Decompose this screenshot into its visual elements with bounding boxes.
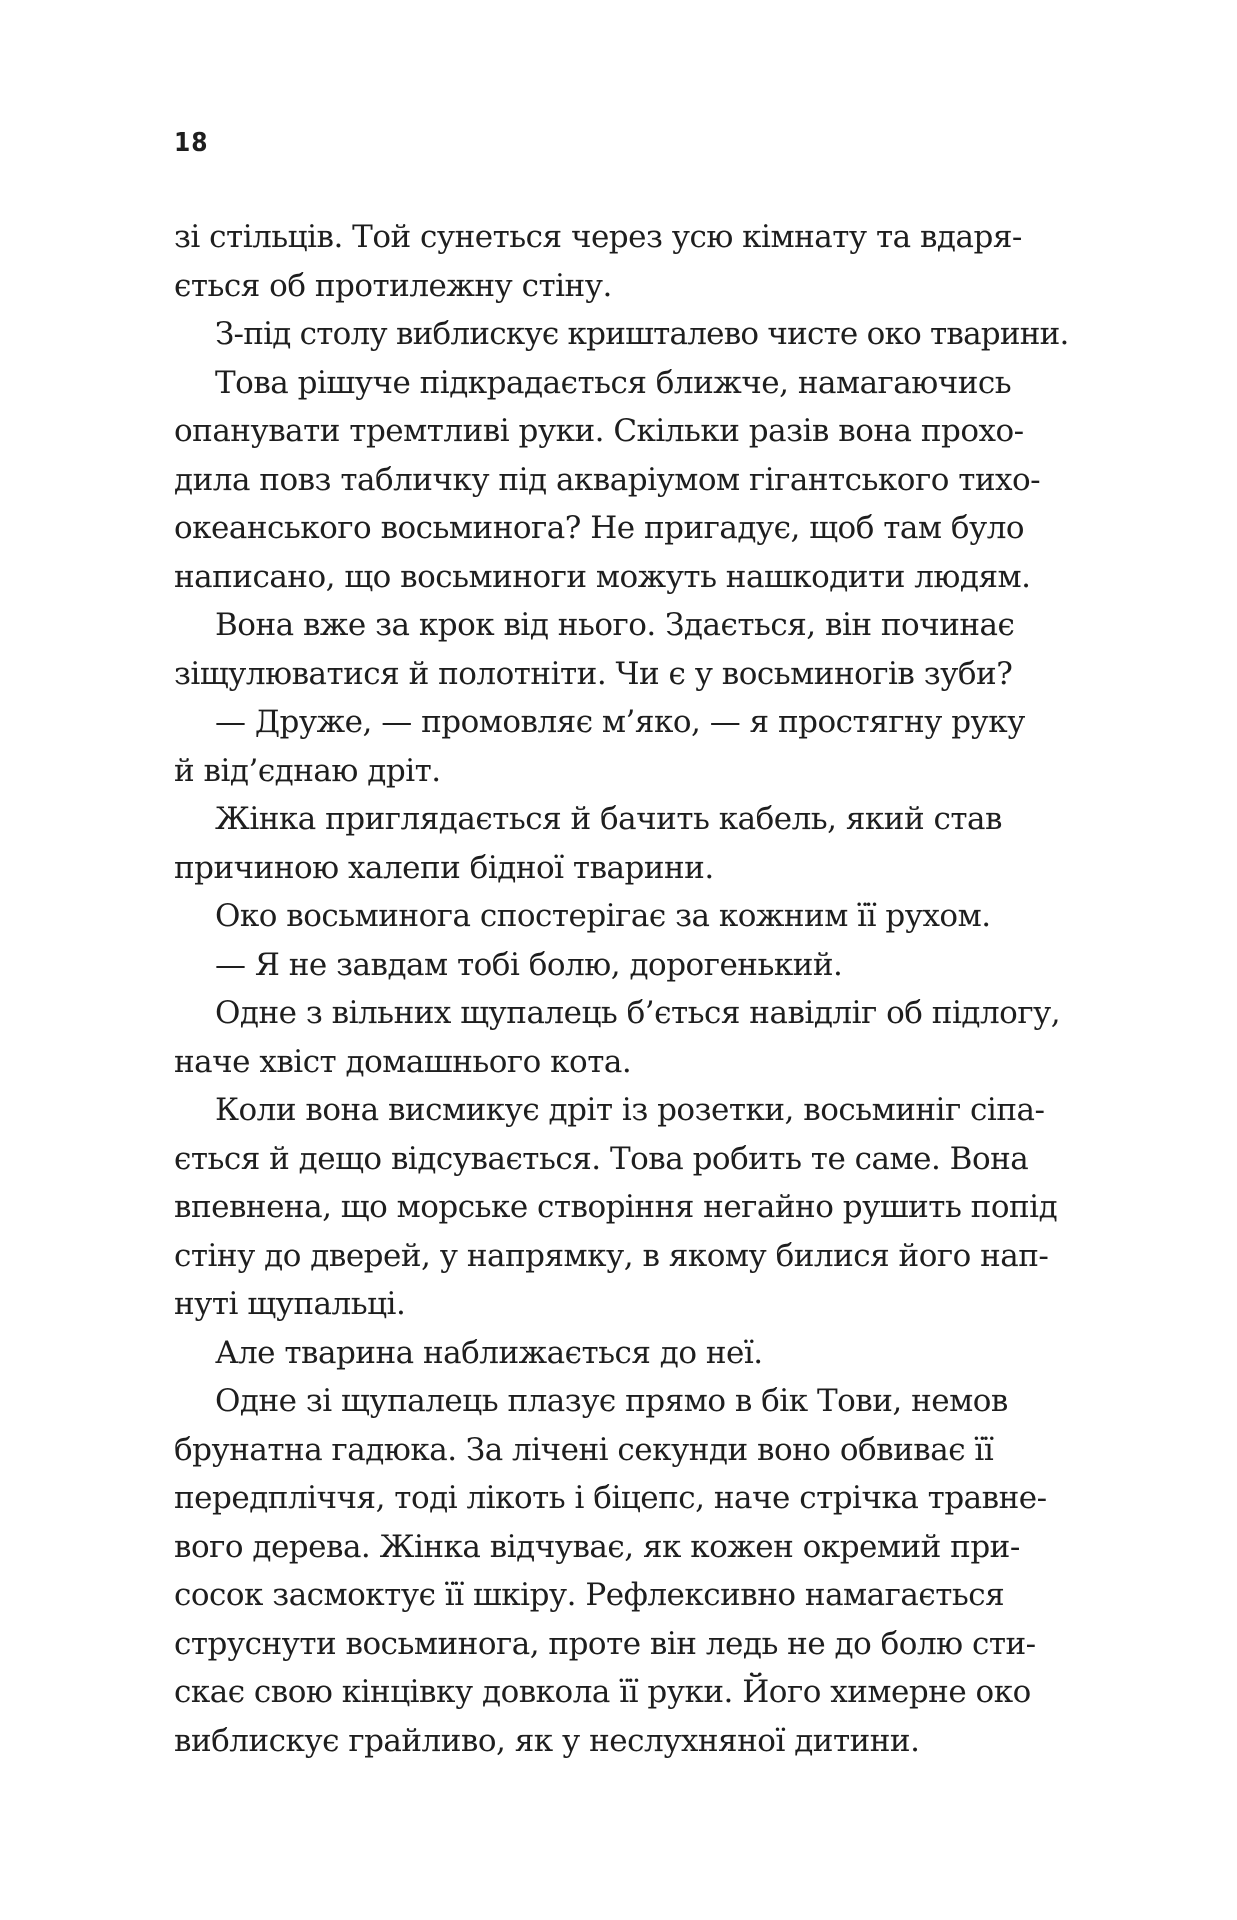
text-line: впевнена, що морське створіння негайно рушить попід (174, 1189, 1058, 1225)
text-line: Одне з вільних щупалець б’ється навідліг об підлогу, (215, 995, 1061, 1031)
text-line: передпліччя, тоді лікоть і біцепс, наче стрічка травне- (174, 1480, 1047, 1516)
text-line: нуті щупальці. (174, 1286, 406, 1322)
text-line: Вона вже за крок від нього. Здається, він починає (215, 607, 1015, 643)
text-line: зі стільців. Той сунеться через усю кімнату та вдаря- (174, 219, 1022, 255)
text-line: й від’єднаю дріт. (174, 752, 441, 789)
text-line: Жінка приглядається й бачить кабель, який став (215, 801, 1002, 837)
text-line: наче хвіст домашнього кота. (174, 1043, 632, 1080)
text-line: опанувати тремтливі руки. Скільки разів вона прохо- (174, 413, 1024, 449)
text-line: Това рішуче підкрадається ближче, намагаючись (215, 364, 1012, 401)
text-line: написано, що восьминоги можуть нашкодити людям. (174, 558, 1031, 595)
text-line: стіну до дверей, у напрямку, в якому билися його нап- (174, 1237, 1049, 1274)
text-line: причиною халепи бідної тварини. (174, 849, 714, 886)
text-line: ється об протилежну стіну. (174, 267, 612, 304)
text-line: Одне зі щупалець плазує прямо в бік Тови, немов (215, 1383, 1008, 1419)
text-line: виблискує грайливо, як у неслухняної дитини. (174, 1722, 920, 1759)
text-line: — Я не завдам тобі болю, дорогенький. (215, 946, 843, 983)
text-line: Око восьминога спостерігає за кожним її рухом. (215, 898, 991, 934)
text-line: вого дерева. Жінка відчуває, як кожен окремий при- (174, 1528, 1020, 1565)
text-line: дила повз табличку під акваріумом гігантського тихо- (174, 461, 1041, 498)
text-line: сосок засмоктує її шкіру. Рефлексивно намагається (174, 1577, 1005, 1613)
page-number: 18 (174, 128, 209, 158)
text-line: океанського восьминога? Не пригадує, щоб там було (174, 510, 1025, 546)
text-line: зіщулюватися й полотніти. Чи є у восьминогів зуби? (174, 655, 1013, 692)
text-line: З-під столу виблискує кришталево чисте око тварини. (215, 316, 1069, 352)
text-body (174, 213, 1069, 1765)
text-line: скає свою кінцівку довкола її руки. Його химерне око (174, 1674, 1031, 1710)
text-line: Але тварина наближається до неї. (215, 1334, 763, 1371)
text-line: брунатна гадюка. За лічені секунди воно обвиває її (174, 1431, 994, 1468)
text-line: — Друже, — промовляє м’яко, — я простягну руку (215, 704, 1025, 740)
text-line: ється й дещо відсувається. Това робить те саме. Вона (174, 1140, 1029, 1177)
text-line: струснути восьминога, проте він ледь не до болю сти- (174, 1625, 1036, 1662)
text-line: Коли вона висмикує дріт із розетки, восьминіг сіпа- (215, 1092, 1045, 1128)
